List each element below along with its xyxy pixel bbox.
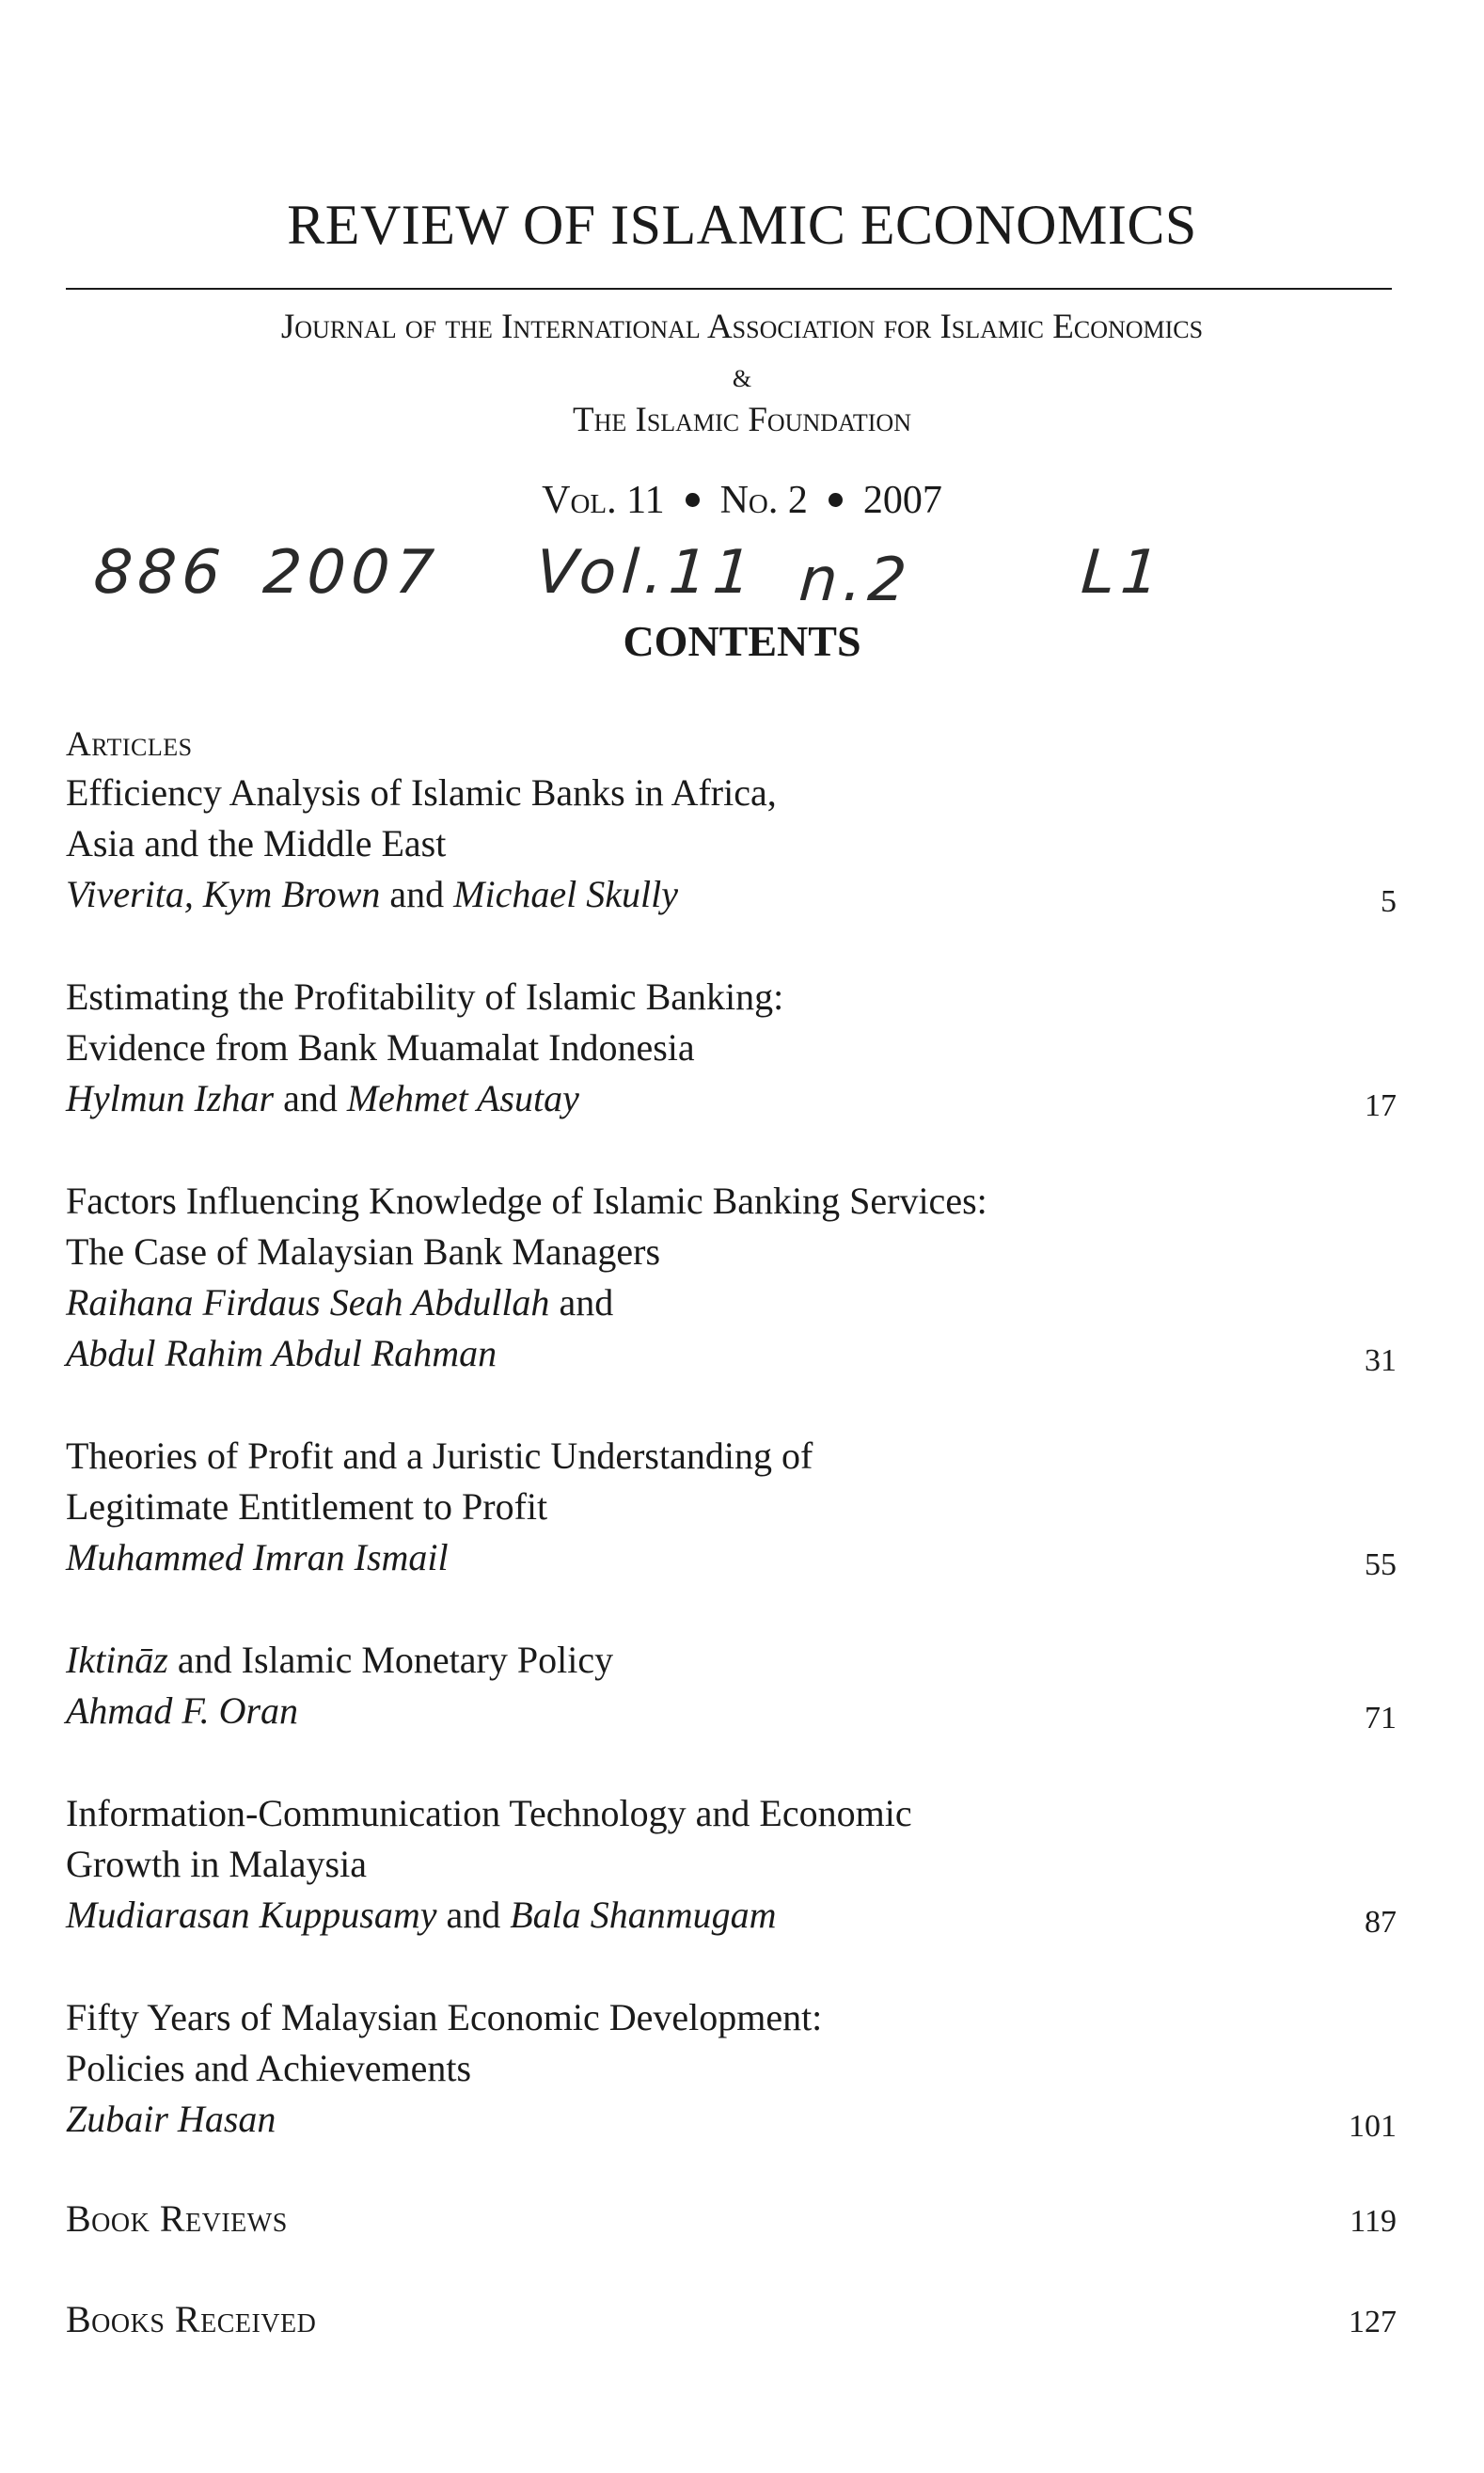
volume-number: Vol. 11 bbox=[542, 479, 665, 522]
article-authors bbox=[66, 1328, 1397, 1379]
author-conjunction: and bbox=[380, 873, 454, 915]
bullet-separator bbox=[686, 493, 700, 507]
section-books-received: Books Received bbox=[66, 2298, 317, 2340]
article-authors bbox=[66, 1890, 1397, 1941]
author-name: Muhammed Imran Ismail bbox=[66, 1536, 449, 1578]
bullet-separator bbox=[829, 493, 843, 507]
book-reviews-page-number: 119 bbox=[1350, 2204, 1397, 2239]
author-conjunction: and bbox=[436, 1894, 511, 1936]
article-page-number: 87 bbox=[1365, 1905, 1397, 1940]
section-book-reviews: Book Reviews bbox=[66, 2197, 288, 2240]
issue-number: No. 2 bbox=[719, 479, 808, 522]
article-authors bbox=[66, 869, 1397, 920]
article-title-line: The Case of Malaysian Bank Managers bbox=[66, 1230, 661, 1273]
article-title-line: Factors Influencing Knowledge of Islamic Banking Services: bbox=[66, 1180, 987, 1222]
article-title-line: Policies and Achievements bbox=[66, 2047, 472, 2089]
author-name: Viverita, Kym Brown bbox=[66, 873, 381, 915]
article-page-number: 101 bbox=[1349, 2109, 1397, 2144]
article-title-line: Theories of Profit and a Juristic Understanding of bbox=[66, 1435, 813, 1477]
article-page-number: 17 bbox=[1365, 1088, 1397, 1123]
books-received-page-number: 127 bbox=[1349, 2305, 1397, 2339]
handwritten-loc: L1 bbox=[1079, 538, 1167, 608]
handwritten-vol: Vol.11 bbox=[533, 538, 760, 608]
handwritten-num: n.2 bbox=[797, 546, 915, 615]
article-title-italic: Iktināz bbox=[66, 1639, 168, 1681]
article-page-number: 31 bbox=[1365, 1343, 1397, 1378]
author-name: Mehmet Asutay bbox=[346, 1077, 579, 1119]
article-title-line: Estimating the Profitability of Islamic Banking: bbox=[66, 975, 784, 1018]
article-title-line: Fifty Years of Malaysian Economic Development: bbox=[66, 1996, 823, 2038]
article-authors bbox=[66, 1073, 1397, 1124]
article-page-number: 71 bbox=[1365, 1701, 1397, 1736]
article-entry bbox=[66, 1992, 1397, 2145]
article-title-line: Efficiency Analysis of Islamic Banks in Africa, bbox=[66, 771, 777, 814]
article-title-line: Information-Communication Technology and Economic bbox=[66, 1792, 912, 1834]
article-page-number: 5 bbox=[1381, 884, 1397, 919]
contents-heading: CONTENTS bbox=[623, 617, 861, 665]
article-entry bbox=[66, 1635, 1397, 1736]
author-name: Mudiarasan Kuppusamy bbox=[66, 1894, 437, 1936]
article-page-number: 55 bbox=[1365, 1547, 1397, 1582]
publisher-name: The Islamic Foundation bbox=[573, 401, 911, 439]
article-authors bbox=[66, 2094, 1397, 2145]
article-title-line: Evidence from Bank Muamalat Indonesia bbox=[66, 1026, 695, 1069]
article-title-line: Asia and the Middle East bbox=[66, 822, 447, 864]
article-entry bbox=[66, 1788, 1397, 1941]
article-title-line: Growth in Malaysia bbox=[66, 1843, 367, 1885]
author-conjunction: and bbox=[274, 1077, 347, 1119]
handwritten-code: 886 bbox=[91, 538, 229, 608]
article-title-rest: and Islamic Monetary Policy bbox=[167, 1639, 614, 1681]
author-name: Bala Shanmugam bbox=[510, 1894, 777, 1936]
handwritten-year: 2007 bbox=[260, 538, 442, 608]
journal-title: REVIEW OF ISLAMIC ECONOMICS bbox=[287, 194, 1197, 256]
article-title-line bbox=[66, 1635, 1397, 1686]
section-articles: Articles bbox=[66, 725, 193, 764]
issue-year: 2007 bbox=[862, 479, 942, 522]
author-conjunction: and bbox=[549, 1281, 614, 1324]
article-authors bbox=[66, 1277, 1397, 1328]
volume-line bbox=[0, 478, 1484, 523]
article-entry bbox=[66, 768, 1397, 920]
ampersand: & bbox=[732, 365, 752, 392]
article-entry bbox=[66, 1176, 1397, 1379]
article-title-line: Legitimate Entitlement to Profit bbox=[66, 1485, 548, 1528]
author-name: Ahmad F. Oran bbox=[66, 1689, 299, 1732]
article-authors bbox=[66, 1686, 1397, 1736]
author-name: Michael Skully bbox=[453, 873, 678, 915]
article-entry bbox=[66, 972, 1397, 1124]
author-name: Zubair Hasan bbox=[66, 2098, 276, 2140]
author-name: Raihana Firdaus Seah Abdullah bbox=[66, 1281, 550, 1324]
journal-subtitle: Journal of the International Association for Islamic Economics bbox=[280, 308, 1204, 346]
author-name: Hylmun Izhar bbox=[66, 1077, 275, 1119]
article-entry bbox=[66, 1431, 1397, 1583]
author-name: Abdul Rahim Abdul Rahman bbox=[66, 1332, 497, 1374]
header-rule bbox=[66, 288, 1392, 290]
article-authors bbox=[66, 1532, 1397, 1583]
